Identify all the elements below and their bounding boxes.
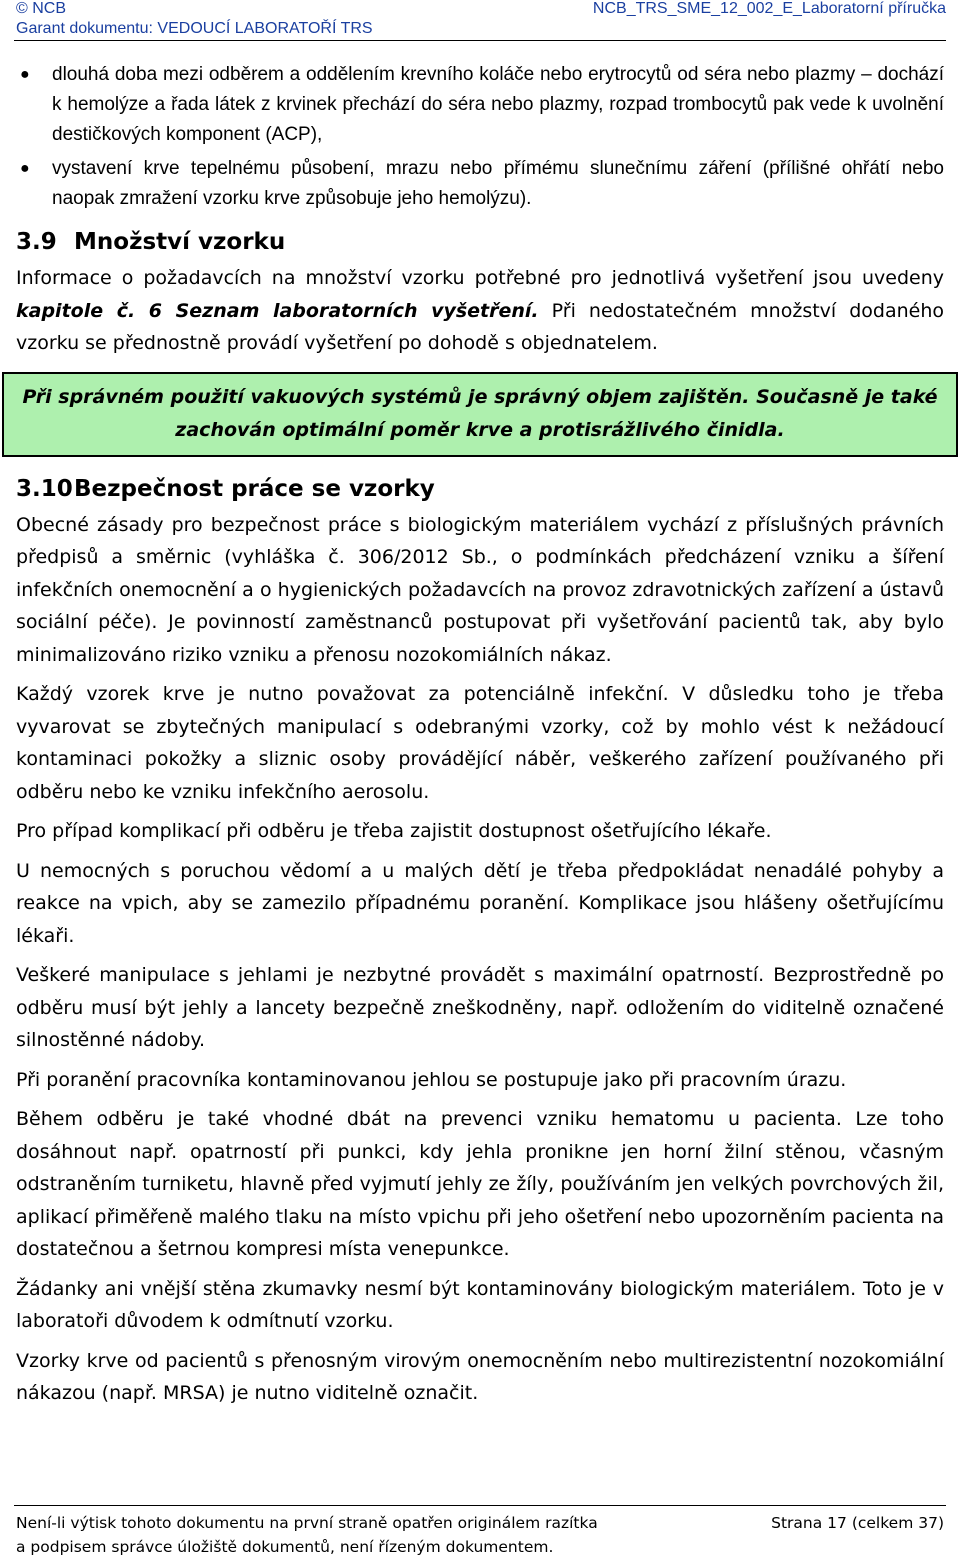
footer-note (16, 1511, 598, 1559)
bullet-text: vystavení krve tepelnému působení, mrazu nebo přímému slunečnímu záření (přílišné ohřátí nebo naopak zmražení vzorku krve způsobuje jeho hemolýzu). (52, 158, 944, 209)
list-item (16, 154, 944, 214)
section-number: 3.9 (16, 229, 57, 255)
paragraph: Obecné zásady pro bezpečnost práce s biologickým materiálem vychází z příslušných právních předpisů a směrnic (vyhláška č. 306/2012 Sb., o podmínkách předcházení vzniku a šíření infekčních onemocnění a o hygienických požadavcích na provoz zdravotnických zařízení a ústavů sociální péče). Je povinností zaměstnanců postupovat při vyšetřování pacientů tak, aby bylo minimalizováno riziko vzniku a přenosu nozokomiálních nákaz. (16, 513, 944, 666)
paragraph-text: Při nedostatečném množství dodaného vzorku se přednostně provádí vyšetření po dohodě s objednatelem. (16, 299, 944, 354)
header-copyright: © NCB (16, 0, 67, 17)
page-number: Strana 17 (celkem 37) (771, 1514, 944, 1532)
highlight-box: Při správném použití vakuových systémů je správný objem zajištěn. Současně je také zachován optimální poměr krve a protisrážlivého činidla. (2, 372, 958, 457)
section-number: 3.10 (16, 475, 73, 502)
paragraph: Vzorky krve od pacientů s přenosným virovým onemocněním nebo multirezistentní nozokomiální nákazou (např. MRSA) je nutno viditelně označit. (16, 1349, 944, 1404)
paragraph (16, 262, 944, 360)
footer-line: Není-li výtisk tohoto dokumentu na první straně opatřen originálem razítka (16, 1514, 598, 1532)
bullet-icon: ● (20, 66, 30, 83)
header-doc-code: NCB_TRS_SME_12_002_E_Laboratorní příručka (592, 0, 946, 17)
footer-line: a podpisem správce úložiště dokumentů, není řízeným dokumentem. (16, 1538, 554, 1556)
page-content (16, 60, 944, 1417)
bullet-icon: ● (20, 160, 30, 177)
paragraph: Žádanky ani vnější stěna zkumavky nesmí být kontaminovány biologickým materiálem. Toto je v laboratoři důvodem k odmítnutí vzorku. (16, 1277, 944, 1332)
chapter-reference: kapitole č. 6 Seznam laboratorních vyšetření. (16, 299, 539, 322)
section-heading-3-10 (16, 469, 944, 509)
section-title: Množství vzorku (74, 229, 286, 255)
bullet-list (16, 60, 944, 214)
header-guarantor: Garant dokumentu: VEDOUCÍ LABORATOŘÍ TRS (16, 20, 373, 37)
bullet-text: dlouhá doba mezi odběrem a oddělením krevního koláče nebo erytrocytů od séra nebo plazmy – dochází k hemolýze a řada látek z krvinek přechází do séra nebo plazmy, rozpad trombocytů pak vede k uvolnění destičkových komponent (ACP), (52, 64, 944, 145)
paragraph: Veškeré manipulace s jehlami je nezbytné provádět s maximální opatrností. Bezprostředně po odběru musí být jehly a lancety bezpečně zneškodněny, např. odložením do viditelně označené silnostěnné nádoby. (16, 964, 944, 1051)
section-heading-3-9 (16, 222, 944, 262)
paragraph: Při poranění pracovníka kontaminovanou jehlou se postupuje jako při pracovním úrazu. (16, 1068, 847, 1091)
paragraph-text: Informace o požadavcích na množství vzorku potřebné pro jednotlivá vyšetření jsou uvedeny (16, 267, 944, 289)
paragraph: Každý vzorek krve je nutno považovat za potenciálně infekční. V důsledku toho je třeba vyvarovat se zbytečných manipulací s odebranými vzorky, což by mohlo vést k nežádoucí kontaminaci pokožky a sliznic osoby provádějící náběr, veškerého zařízení používaného při odběru nebo ke vzniku infekčního aerosolu. (16, 683, 944, 803)
paragraph: Pro případ komplikací při odběru je třeba zajistit dostupnost ošetřujícího lékaře. (16, 820, 772, 842)
list-item (16, 60, 944, 150)
section-title: Bezpečnost práce se vzorky (74, 475, 435, 502)
paragraph: Během odběru je také vhodné dbát na prevenci vzniku hematomu u pacienta. Lze toho dosáhnout např. opatrností při punkci, kdy jehla pronikne jen horní žilní stěnou, včasným odstraněním turniketu, hlavně před vyjmutí jehly ze žíly, používáním jen velkých povrchových žil, aplikací přiměřeně malého tlaku na místo vpichu při jeho ošetření nebo upozorněním pacienta na dostatečnou a šetrnou kompresi místa venepunkce. (16, 1108, 944, 1260)
paragraph: U nemocných s poruchou vědomí a u malých dětí je třeba předpokládat nenadálé pohyby a reakce na vpich, aby se zamezilo případnému poranění. Komplikace jsou hlášeny ošetřujícímu lékaři. (16, 859, 944, 947)
page-footer (14, 1505, 946, 1556)
page-header (14, 0, 946, 41)
